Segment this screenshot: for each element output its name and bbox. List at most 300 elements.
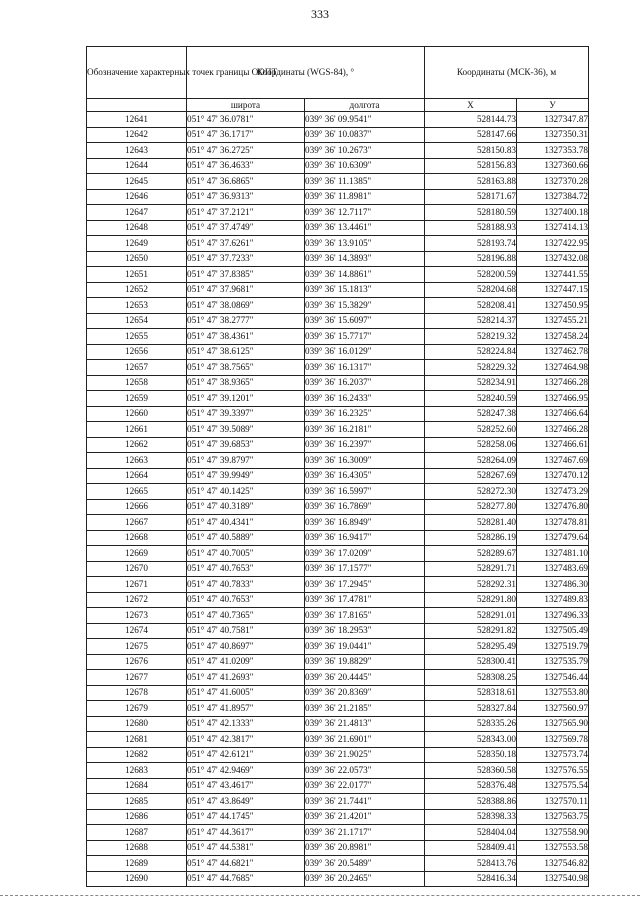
point-id-cell: 12657 (87, 360, 187, 376)
coord-x-cell: 528247.38 (425, 406, 517, 422)
latitude-cell: 051° 47' 37.7233" (187, 251, 305, 267)
table-row (87, 701, 589, 717)
longitude-cell: 039° 36' 16.2037" (305, 375, 425, 391)
coord-y-cell: 1327535.79 (517, 654, 589, 670)
table-row (87, 484, 589, 500)
coord-y-cell: 1327575.54 (517, 778, 589, 794)
point-id-cell: 12684 (87, 778, 187, 794)
coord-y-cell: 1327458.24 (517, 329, 589, 345)
point-id-cell: 12653 (87, 298, 187, 314)
coord-y-cell: 1327462.78 (517, 344, 589, 360)
coord-x-cell: 528219.32 (425, 329, 517, 345)
latitude-cell: 051° 47' 37.4749" (187, 220, 305, 236)
coord-x-cell: 528234.91 (425, 375, 517, 391)
coord-y-cell: 1327486.30 (517, 577, 589, 593)
point-id-cell: 12647 (87, 205, 187, 221)
latitude-cell: 051° 47' 41.2693" (187, 670, 305, 686)
coord-y-cell: 1327353.78 (517, 143, 589, 159)
latitude-cell: 051° 47' 41.0209" (187, 654, 305, 670)
longitude-cell: 039° 36' 20.2465" (305, 871, 425, 887)
latitude-cell: 051° 47' 44.7685" (187, 871, 305, 887)
coord-y-cell: 1327384.72 (517, 189, 589, 205)
coord-x-cell: 528214.37 (425, 313, 517, 329)
point-id-cell: 12686 (87, 809, 187, 825)
longitude-cell: 039° 36' 20.4445" (305, 670, 425, 686)
coord-x-cell: 528281.40 (425, 515, 517, 531)
latitude-cell: 051° 47' 41.8957" (187, 701, 305, 717)
point-id-cell: 12641 (87, 112, 187, 128)
table-row (87, 112, 589, 128)
coord-y-cell: 1327476.80 (517, 499, 589, 515)
longitude-cell: 039° 36' 16.4305" (305, 468, 425, 484)
coord-x-cell: 528188.93 (425, 220, 517, 236)
latitude-cell: 051° 47' 39.3397" (187, 406, 305, 422)
table-row (87, 267, 589, 283)
latitude-cell: 051° 47' 42.3817" (187, 732, 305, 748)
coord-x-cell: 528264.09 (425, 453, 517, 469)
table-body (87, 112, 589, 887)
table-row (87, 840, 589, 856)
table-row (87, 561, 589, 577)
table-row (87, 158, 589, 174)
latitude-cell: 051° 47' 37.2121" (187, 205, 305, 221)
coord-y-cell: 1327560.97 (517, 701, 589, 717)
coord-y-cell: 1327455.21 (517, 313, 589, 329)
table-row (87, 375, 589, 391)
point-id-cell: 12690 (87, 871, 187, 887)
latitude-cell: 051° 47' 36.1717" (187, 127, 305, 143)
latitude-cell: 051° 47' 39.5089" (187, 422, 305, 438)
coord-y-cell: 1327565.90 (517, 716, 589, 732)
coord-x-cell: 528289.67 (425, 546, 517, 562)
coord-y-cell: 1327496.33 (517, 608, 589, 624)
coord-y-cell: 1327558.90 (517, 825, 589, 841)
coord-x-cell: 528204.68 (425, 282, 517, 298)
point-id-cell: 12663 (87, 453, 187, 469)
point-id-cell: 12655 (87, 329, 187, 345)
longitude-cell: 039° 36' 22.0573" (305, 763, 425, 779)
table-row (87, 344, 589, 360)
latitude-cell: 051° 47' 38.4361" (187, 329, 305, 345)
coord-y-cell: 1327466.64 (517, 406, 589, 422)
coord-x-cell: 528252.60 (425, 422, 517, 438)
point-id-cell: 12664 (87, 468, 187, 484)
longitude-cell: 039° 36' 14.8861" (305, 267, 425, 283)
table-row (87, 794, 589, 810)
coord-y-cell: 1327467.69 (517, 453, 589, 469)
latitude-cell: 051° 47' 38.9365" (187, 375, 305, 391)
latitude-cell: 051° 47' 43.8649" (187, 794, 305, 810)
coord-x-cell: 528240.59 (425, 391, 517, 407)
coord-x-cell: 528147.66 (425, 127, 517, 143)
table-row (87, 360, 589, 376)
coord-x-cell: 528295.49 (425, 639, 517, 655)
coord-y-cell: 1327473.29 (517, 484, 589, 500)
point-id-cell: 12667 (87, 515, 187, 531)
table-row (87, 670, 589, 686)
latitude-cell: 051° 47' 38.6125" (187, 344, 305, 360)
latitude-cell: 051° 47' 44.6821" (187, 856, 305, 872)
coord-x-cell: 528193.74 (425, 236, 517, 252)
latitude-cell: 051° 47' 40.7581" (187, 623, 305, 639)
point-id-cell: 12674 (87, 623, 187, 639)
longitude-cell: 039° 36' 17.0209" (305, 546, 425, 562)
latitude-cell: 051° 47' 36.2725" (187, 143, 305, 159)
table-row (87, 329, 589, 345)
coord-y-cell: 1327370.28 (517, 174, 589, 190)
longitude-cell: 039° 36' 22.0177" (305, 778, 425, 794)
latitude-cell: 051° 47' 40.5889" (187, 530, 305, 546)
longitude-cell: 039° 36' 16.7869" (305, 499, 425, 515)
coord-y-cell: 1327466.61 (517, 437, 589, 453)
coord-y-cell: 1327546.44 (517, 670, 589, 686)
table-row (87, 592, 589, 608)
latitude-cell: 051° 47' 44.5381" (187, 840, 305, 856)
longitude-cell: 039° 36' 16.9417" (305, 530, 425, 546)
footer-divider (0, 895, 640, 897)
point-id-cell: 12677 (87, 670, 187, 686)
longitude-cell: 039° 36' 14.3893" (305, 251, 425, 267)
coord-x-cell: 528163.88 (425, 174, 517, 190)
longitude-cell: 039° 36' 09.9541" (305, 112, 425, 128)
longitude-cell: 039° 36' 11.8981" (305, 189, 425, 205)
table-row (87, 406, 589, 422)
coord-y-cell: 1327483.69 (517, 561, 589, 577)
latitude-cell: 051° 47' 40.4341" (187, 515, 305, 531)
latitude-cell: 051° 47' 40.7653" (187, 592, 305, 608)
table-row (87, 174, 589, 190)
point-id-cell: 12687 (87, 825, 187, 841)
point-id-cell: 12661 (87, 422, 187, 438)
table-row (87, 251, 589, 267)
table-row (87, 716, 589, 732)
coord-y-cell: 1327489.83 (517, 592, 589, 608)
table-row (87, 732, 589, 748)
latitude-cell: 051° 47' 41.6005" (187, 685, 305, 701)
latitude-cell: 051° 47' 39.1201" (187, 391, 305, 407)
point-id-cell: 12652 (87, 282, 187, 298)
longitude-cell: 039° 36' 21.1717" (305, 825, 425, 841)
longitude-cell: 039° 36' 15.1813" (305, 282, 425, 298)
table-row (87, 143, 589, 159)
coord-y-cell: 1327466.28 (517, 375, 589, 391)
coord-x-cell: 528376.48 (425, 778, 517, 794)
coord-y-cell: 1327360.66 (517, 158, 589, 174)
coord-y-cell: 1327347.87 (517, 112, 589, 128)
table-row (87, 313, 589, 329)
coord-y-cell: 1327470.12 (517, 468, 589, 484)
coord-y-cell: 1327553.80 (517, 685, 589, 701)
coord-y-cell: 1327464.98 (517, 360, 589, 376)
point-id-cell: 12673 (87, 608, 187, 624)
longitude-cell: 039° 36' 16.2397" (305, 437, 425, 453)
latitude-cell: 051° 47' 42.6121" (187, 747, 305, 763)
longitude-cell: 039° 36' 13.9105" (305, 236, 425, 252)
page-number: 333 (311, 7, 329, 21)
coord-x-cell: 528229.32 (425, 360, 517, 376)
longitude-cell: 039° 36' 17.8165" (305, 608, 425, 624)
header-y: У (517, 99, 589, 112)
latitude-cell: 051° 47' 40.7005" (187, 546, 305, 562)
coord-x-cell: 528277.80 (425, 499, 517, 515)
table-row (87, 515, 589, 531)
longitude-cell: 039° 36' 15.3829" (305, 298, 425, 314)
latitude-cell: 051° 47' 39.9949" (187, 468, 305, 484)
coord-y-cell: 1327450.95 (517, 298, 589, 314)
table-row (87, 747, 589, 763)
longitude-cell: 039° 36' 20.8981" (305, 840, 425, 856)
table-row (87, 220, 589, 236)
coord-y-cell: 1327447.15 (517, 282, 589, 298)
table-row (87, 189, 589, 205)
header-wgs84: Координаты (WGS-84), ° (187, 47, 425, 99)
coord-x-cell: 528171.67 (425, 189, 517, 205)
coord-x-cell: 528335.26 (425, 716, 517, 732)
coord-x-cell: 528343.00 (425, 732, 517, 748)
table-row (87, 468, 589, 484)
header-empty (87, 99, 187, 112)
point-id-cell: 12680 (87, 716, 187, 732)
coord-y-cell: 1327466.28 (517, 422, 589, 438)
latitude-cell: 051° 47' 44.1745" (187, 809, 305, 825)
point-id-cell: 12688 (87, 840, 187, 856)
coord-x-cell: 528404.04 (425, 825, 517, 841)
coord-x-cell: 528300.41 (425, 654, 517, 670)
table-row (87, 871, 589, 887)
longitude-cell: 039° 36' 16.3009" (305, 453, 425, 469)
coord-y-cell: 1327414.13 (517, 220, 589, 236)
point-id-cell: 12658 (87, 375, 187, 391)
table-row (87, 437, 589, 453)
latitude-cell: 051° 47' 40.7653" (187, 561, 305, 577)
coord-y-cell: 1327422.95 (517, 236, 589, 252)
longitude-cell: 039° 36' 16.2181" (305, 422, 425, 438)
latitude-cell: 051° 47' 43.4617" (187, 778, 305, 794)
longitude-cell: 039° 36' 21.2185" (305, 701, 425, 717)
coord-x-cell: 528224.84 (425, 344, 517, 360)
coord-y-cell: 1327479.64 (517, 530, 589, 546)
coord-x-cell: 528196.88 (425, 251, 517, 267)
coord-x-cell: 528286.19 (425, 530, 517, 546)
point-id-cell: 12656 (87, 344, 187, 360)
longitude-cell: 039° 36' 21.7441" (305, 794, 425, 810)
coord-y-cell: 1327478.81 (517, 515, 589, 531)
longitude-cell: 039° 36' 16.0129" (305, 344, 425, 360)
point-id-cell: 12643 (87, 143, 187, 159)
coord-x-cell: 528398.33 (425, 809, 517, 825)
coord-y-cell: 1327540.98 (517, 871, 589, 887)
longitude-cell: 039° 36' 20.5489" (305, 856, 425, 872)
longitude-cell: 039° 36' 19.8829" (305, 654, 425, 670)
point-id-cell: 12651 (87, 267, 187, 283)
coord-x-cell: 528291.71 (425, 561, 517, 577)
table-row (87, 282, 589, 298)
point-id-cell: 12649 (87, 236, 187, 252)
longitude-cell: 039° 36' 18.2953" (305, 623, 425, 639)
longitude-cell: 039° 36' 21.9025" (305, 747, 425, 763)
latitude-cell: 051° 47' 40.8697" (187, 639, 305, 655)
point-id-cell: 12646 (87, 189, 187, 205)
table-row (87, 298, 589, 314)
coord-x-cell: 528258.06 (425, 437, 517, 453)
point-id-cell: 12689 (87, 856, 187, 872)
coord-y-cell: 1327466.95 (517, 391, 589, 407)
coord-x-cell: 528327.84 (425, 701, 517, 717)
longitude-cell: 039° 36' 17.1577" (305, 561, 425, 577)
point-id-cell: 12666 (87, 499, 187, 515)
longitude-cell: 039° 36' 19.0441" (305, 639, 425, 655)
coordinates-table (86, 46, 589, 887)
point-id-cell: 12644 (87, 158, 187, 174)
table-row (87, 391, 589, 407)
latitude-cell: 051° 47' 38.2777" (187, 313, 305, 329)
longitude-cell: 039° 36' 21.4813" (305, 716, 425, 732)
point-id-cell: 12642 (87, 127, 187, 143)
coord-y-cell: 1327576.55 (517, 763, 589, 779)
coord-x-cell: 528416.34 (425, 871, 517, 887)
table-row (87, 127, 589, 143)
latitude-cell: 051° 47' 39.8797" (187, 453, 305, 469)
longitude-cell: 039° 36' 16.5997" (305, 484, 425, 500)
coord-y-cell: 1327350.31 (517, 127, 589, 143)
longitude-cell: 039° 36' 12.7117" (305, 205, 425, 221)
latitude-cell: 051° 47' 38.7565" (187, 360, 305, 376)
latitude-cell: 051° 47' 37.8385" (187, 267, 305, 283)
latitude-cell: 051° 47' 42.1333" (187, 716, 305, 732)
coord-y-cell: 1327441.55 (517, 267, 589, 283)
coord-x-cell: 528350.18 (425, 747, 517, 763)
point-id-cell: 12670 (87, 561, 187, 577)
longitude-cell: 039° 36' 10.0837" (305, 127, 425, 143)
longitude-cell: 039° 36' 16.8949" (305, 515, 425, 531)
point-id-cell: 12671 (87, 577, 187, 593)
point-id-cell: 12669 (87, 546, 187, 562)
latitude-cell: 051° 47' 36.0781" (187, 112, 305, 128)
coord-x-cell: 528388.86 (425, 794, 517, 810)
table-row (87, 778, 589, 794)
longitude-cell: 039° 36' 17.4781" (305, 592, 425, 608)
longitude-cell: 039° 36' 10.2673" (305, 143, 425, 159)
coord-y-cell: 1327481.10 (517, 546, 589, 562)
table-row (87, 685, 589, 701)
coord-x-cell: 528180.59 (425, 205, 517, 221)
coord-y-cell: 1327563.75 (517, 809, 589, 825)
table-row (87, 422, 589, 438)
table-row (87, 608, 589, 624)
longitude-cell: 039° 36' 16.2433" (305, 391, 425, 407)
point-id-cell: 12665 (87, 484, 187, 500)
point-id-cell: 12679 (87, 701, 187, 717)
latitude-cell: 051° 47' 40.7833" (187, 577, 305, 593)
header-latitude: широта (187, 99, 305, 112)
coord-x-cell: 528144.73 (425, 112, 517, 128)
table-row (87, 499, 589, 515)
coord-x-cell: 528208.41 (425, 298, 517, 314)
header-msk36: Координаты (МСК-36), м (425, 47, 589, 99)
table-row (87, 654, 589, 670)
point-id-cell: 12672 (87, 592, 187, 608)
table-row (87, 825, 589, 841)
table-row (87, 809, 589, 825)
point-id-cell: 12659 (87, 391, 187, 407)
table-row (87, 639, 589, 655)
table-row (87, 546, 589, 562)
coord-y-cell: 1327432.08 (517, 251, 589, 267)
coord-y-cell: 1327570.11 (517, 794, 589, 810)
latitude-cell: 051° 47' 40.3189" (187, 499, 305, 515)
coord-x-cell: 528291.01 (425, 608, 517, 624)
coord-y-cell: 1327546.82 (517, 856, 589, 872)
longitude-cell: 039° 36' 21.6901" (305, 732, 425, 748)
coord-y-cell: 1327553.58 (517, 840, 589, 856)
coord-x-cell: 528200.59 (425, 267, 517, 283)
latitude-cell: 051° 47' 44.3617" (187, 825, 305, 841)
coord-x-cell: 528291.80 (425, 592, 517, 608)
coord-x-cell: 528156.83 (425, 158, 517, 174)
point-id-cell: 12648 (87, 220, 187, 236)
coord-y-cell: 1327519.79 (517, 639, 589, 655)
coord-y-cell: 1327400.18 (517, 205, 589, 221)
point-id-cell: 12683 (87, 763, 187, 779)
longitude-cell: 039° 36' 15.6097" (305, 313, 425, 329)
longitude-cell: 039° 36' 11.1385" (305, 174, 425, 190)
table-row (87, 856, 589, 872)
point-id-cell: 12682 (87, 747, 187, 763)
coord-x-cell: 528360.58 (425, 763, 517, 779)
coord-y-cell: 1327505.49 (517, 623, 589, 639)
point-id-cell: 12685 (87, 794, 187, 810)
coord-y-cell: 1327573.74 (517, 747, 589, 763)
point-id-cell: 12675 (87, 639, 187, 655)
latitude-cell: 051° 47' 36.6865" (187, 174, 305, 190)
latitude-cell: 051° 47' 38.0869" (187, 298, 305, 314)
latitude-cell: 051° 47' 37.6261" (187, 236, 305, 252)
coord-x-cell: 528318.61 (425, 685, 517, 701)
coord-x-cell: 528308.25 (425, 670, 517, 686)
table-row (87, 577, 589, 593)
coord-x-cell: 528267.69 (425, 468, 517, 484)
latitude-cell: 051° 47' 36.4633" (187, 158, 305, 174)
latitude-cell: 051° 47' 42.9469" (187, 763, 305, 779)
point-id-cell: 12660 (87, 406, 187, 422)
point-id-cell: 12650 (87, 251, 187, 267)
header-x: X (425, 99, 517, 112)
table-row (87, 623, 589, 639)
latitude-cell: 051° 47' 40.7365" (187, 608, 305, 624)
table-row (87, 236, 589, 252)
point-id-cell: 12645 (87, 174, 187, 190)
table-row (87, 530, 589, 546)
point-id-cell: 12676 (87, 654, 187, 670)
longitude-cell: 039° 36' 17.2945" (305, 577, 425, 593)
longitude-cell: 039° 36' 15.7717" (305, 329, 425, 345)
coord-x-cell: 528413.76 (425, 856, 517, 872)
point-id-cell: 12662 (87, 437, 187, 453)
point-id-cell: 12654 (87, 313, 187, 329)
coord-x-cell: 528150.83 (425, 143, 517, 159)
latitude-cell: 051° 47' 39.6853" (187, 437, 305, 453)
coord-x-cell: 528291.82 (425, 623, 517, 639)
longitude-cell: 039° 36' 16.1317" (305, 360, 425, 376)
longitude-cell: 039° 36' 21.4201" (305, 809, 425, 825)
longitude-cell: 039° 36' 20.8369" (305, 685, 425, 701)
table-row (87, 763, 589, 779)
coord-x-cell: 528272.30 (425, 484, 517, 500)
longitude-cell: 039° 36' 16.2325" (305, 406, 425, 422)
table-row (87, 205, 589, 221)
coord-x-cell: 528409.41 (425, 840, 517, 856)
header-designation: Обозначение характерных точек границы ООПТ (87, 47, 187, 99)
